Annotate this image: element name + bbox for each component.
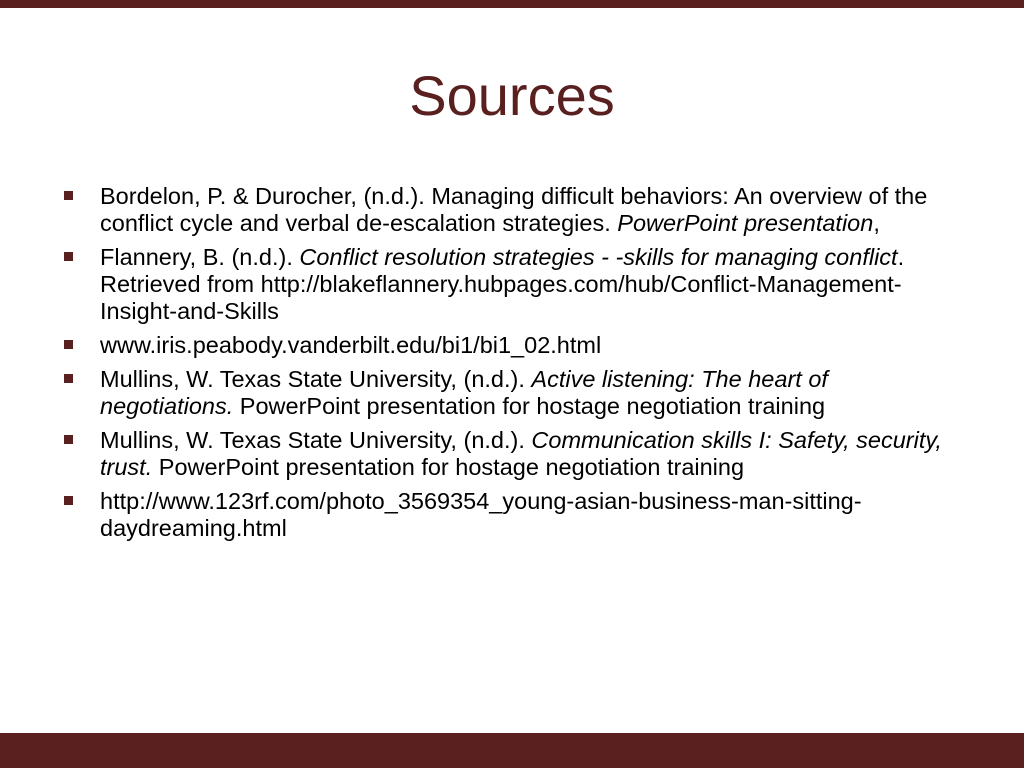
reference-text: Mullins, W. Texas State University, (n.d.). Active listening: The heart of negotiations. PowerPoint presentation for hostage negotiation training — [100, 366, 828, 419]
square-bullet-icon — [64, 496, 73, 505]
reference-item — [62, 183, 962, 237]
slide-title: Sources — [409, 64, 615, 127]
top-accent-bar — [0, 0, 1024, 8]
reference-item — [62, 332, 962, 359]
reference-item — [62, 427, 962, 481]
reference-text: www.iris.peabody.vanderbilt.edu/bi1/bi1_02.html — [100, 332, 602, 358]
bottom-accent-bar — [0, 733, 1024, 768]
square-bullet-icon — [64, 252, 73, 261]
square-bullet-icon — [64, 340, 73, 349]
reference-text: Flannery, B. (n.d.). Conflict resolution strategies - -skills for managing conflict. Retrieved from http://blakeflannery.hubpages.com/hub/Conflict-Management-Insight-and-Skills — [100, 244, 905, 324]
reference-item — [62, 488, 962, 542]
square-bullet-icon — [64, 191, 73, 200]
reference-text: http://www.123rf.com/photo_3569354_young-asian-business-man-sitting-daydreaming.html — [100, 488, 862, 541]
reference-list — [62, 183, 962, 549]
reference-item — [62, 244, 962, 325]
reference-text: Bordelon, P. & Durocher, (n.d.). Managing difficult behaviors: An overview of the conflict cycle and verbal de-escalation strategies. PowerPoint presentation, — [100, 183, 928, 236]
square-bullet-icon — [64, 374, 73, 383]
square-bullet-icon — [64, 435, 73, 444]
reference-text: Mullins, W. Texas State University, (n.d.). Communication skills I: Safety, security, trust. PowerPoint presentation for hostage negotiation training — [100, 427, 942, 480]
reference-item — [62, 366, 962, 420]
